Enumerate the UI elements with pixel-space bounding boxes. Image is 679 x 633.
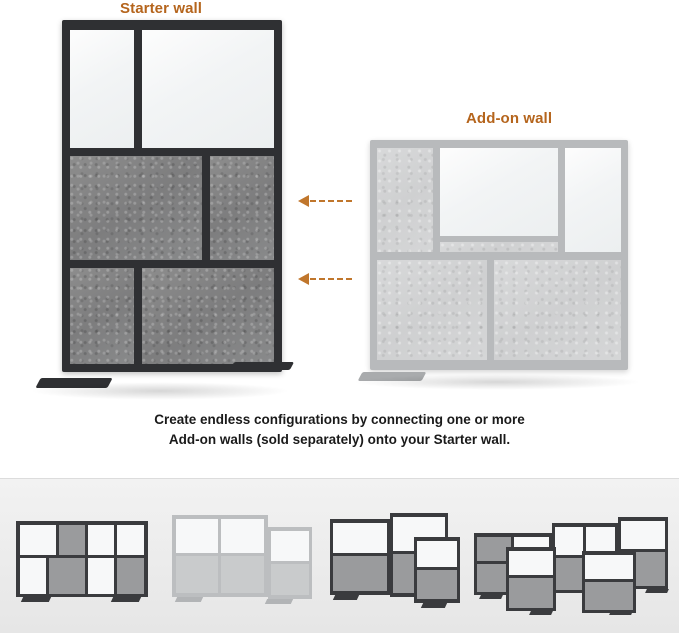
caption-block (0, 410, 679, 450)
addon-wall-shadow (352, 374, 642, 390)
addon-panel-r1c1 (377, 148, 433, 252)
config-thumbnail-4 (470, 493, 670, 621)
addon-wall-label: Add-on wall (466, 110, 553, 127)
starter-panel-r3c1 (70, 268, 134, 364)
config-thumbnail-1 (8, 493, 158, 621)
starter-panel-r2c1 (70, 156, 202, 260)
addon-panel-r2c2 (494, 260, 621, 360)
connect-arrow-top (298, 194, 354, 208)
caption-line-2: Add-on walls (sold separately) onto your Starter wall. (168, 432, 511, 447)
arrow-dash-line (310, 278, 352, 280)
addon-panel-r2c1 (377, 260, 487, 360)
arrow-head-icon (298, 273, 309, 285)
starter-wall-shadow (30, 382, 290, 400)
starter-panel-r2c2 (210, 156, 274, 260)
connect-arrow-bottom (298, 272, 354, 286)
arrow-dash-line (310, 200, 352, 202)
addon-panel-r1c2 (440, 148, 558, 236)
config-thumbnail-2 (166, 493, 316, 621)
addon-panel-r1c2-lower (440, 242, 558, 252)
configuration-examples-strip (0, 478, 679, 633)
starter-wall-label: Starter wall (120, 0, 203, 17)
addon-panel-r1c3 (565, 148, 621, 252)
starter-wall-image (62, 20, 282, 372)
starter-panel-r3c2 (142, 268, 274, 364)
arrow-head-icon (298, 195, 309, 207)
config-thumbnail-3 (326, 493, 476, 621)
starter-wall-leg-right (230, 362, 294, 370)
caption-line-1: Create endless configurations by connecting one or more (154, 412, 525, 427)
starter-panel-r1c1 (70, 30, 134, 148)
addon-wall-image (370, 140, 628, 370)
starter-panel-r1c2 (142, 30, 274, 148)
